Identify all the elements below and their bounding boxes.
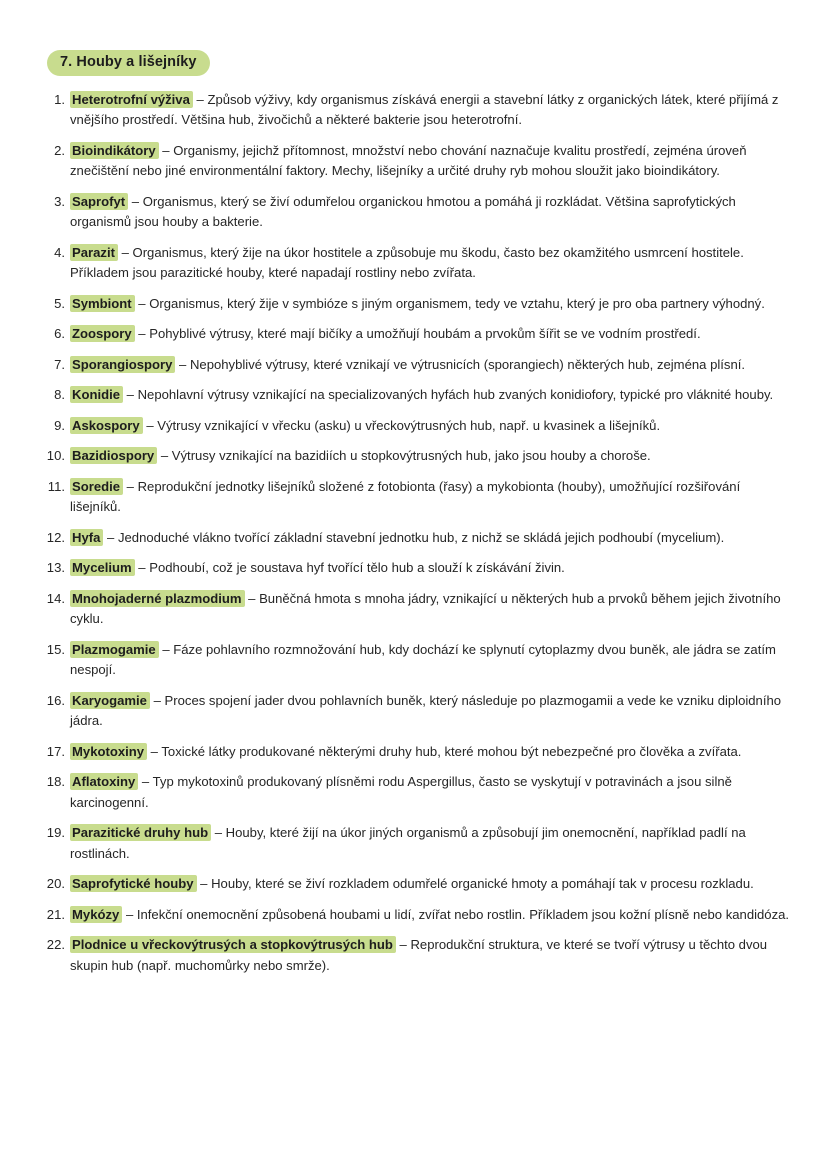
entry-definition: Buněčná hmota s mnoha jádry, vznikající u některých hub a prvoků během jejich životního cyklu.: [70, 590, 781, 627]
entry-number: 18.: [46, 774, 65, 790]
entry-body: [70, 691, 790, 732]
entry-definition: Organismus, který žije na úkor hostitele a způsobuje mu škodu, často bez okamžitého usmrcení hostitele. Příkladem jsou parazitické houby, které napadají rostliny nebo zvířata.: [70, 244, 744, 281]
entry-number: 6.: [54, 326, 65, 342]
entry-body: [70, 477, 790, 518]
entry-term: Aflatoxiny: [70, 773, 138, 790]
entry-number: 5.: [54, 295, 65, 311]
entry-separator: –: [122, 906, 137, 922]
entry-separator: –: [147, 743, 162, 759]
glossary-entry: [38, 477, 790, 518]
entry-term: Plodnice u vřeckovýtrusých a stopkovýtrusých hub: [70, 936, 396, 953]
entry-definition: Typ mykotoxinů produkovaný plísněmi rodu Aspergillus, často se vyskytují v potravinách a jsou silně karcinogenní.: [70, 774, 732, 810]
glossary-entry: [38, 935, 790, 976]
glossary-entry: [38, 385, 790, 406]
entry-body: [70, 742, 790, 763]
entry-number: 22.: [46, 937, 65, 953]
glossary-entry: [38, 141, 790, 182]
entry-definition: Podhoubí, což je soustava hyf tvořící tělo hub a slouží k získávání živin.: [149, 560, 565, 576]
entry-number: 17.: [46, 743, 65, 759]
glossary-entry: [38, 691, 790, 732]
glossary-entry: [38, 355, 790, 376]
entry-separator: –: [244, 590, 260, 606]
glossary-entry: [38, 324, 790, 345]
glossary-entry: [38, 823, 790, 864]
entry-term: Mnohojaderné plazmodium: [70, 590, 245, 607]
entry-body: [70, 589, 790, 630]
entry-number: 3.: [54, 193, 65, 209]
entry-definition: Infekční onemocnění způsobená houbami u lidí, zvířat nebo rostlin. Příkladem jsou kožní plísně nebo kandidóza.: [136, 906, 790, 922]
entry-separator: –: [123, 387, 138, 403]
entry-definition: Způsob výživy, kdy organismus získává energii a stavební látky z organických látek, které přijímá z vnějšího prostředí. Většina hub, živočichů a některé bakterie jsou heterotrofní.: [70, 91, 779, 128]
glossary-entry: [38, 90, 790, 131]
entry-separator: –: [196, 876, 212, 892]
entry-separator: –: [149, 692, 165, 708]
entry-separator: –: [157, 448, 172, 464]
entry-separator: –: [117, 244, 133, 260]
entry-definition: Toxické látky produkované některými druhy hub, které mohou být nebezpečné pro člověka a zvířata.: [161, 743, 742, 759]
entry-separator: –: [395, 937, 411, 953]
glossary-entry: [38, 243, 790, 284]
entry-term: Symbiont: [70, 295, 135, 312]
entry-definition: Proces spojení jader dvou pohlavních buněk, který následuje po plazmogamii a vede ke vzniku diploidního jádra.: [70, 692, 782, 729]
entry-term: Hyfa: [70, 529, 103, 546]
entry-definition: Pohyblivé výtrusy, které mají bičíky a umožňují houbám a prvokům šířit se ve vodním prostředí.: [149, 326, 701, 342]
glossary-entry: [38, 416, 790, 437]
entry-body: [70, 874, 790, 895]
entry-number: 2.: [54, 142, 65, 158]
glossary-entry: [38, 446, 790, 467]
entry-term: Saprofytické houby: [70, 875, 197, 892]
entry-term: Mykotoxiny: [70, 743, 147, 760]
entry-body: [70, 823, 790, 864]
glossary-entry: [38, 772, 790, 813]
entry-definition: Organismy, jejichž přítomnost, množství nebo chování naznačuje kvalitu prostředí, zejména úroveň znečištění nebo jiné environmentální faktory. Mechy, lišejníky a určité druhy ryb mohou sloužit jako bioindikátory.: [70, 142, 747, 179]
glossary-entry: [38, 294, 790, 315]
glossary-list: [38, 90, 790, 977]
glossary-entry: [38, 874, 790, 895]
entry-number: 11.: [47, 478, 65, 494]
entry-separator: –: [175, 356, 190, 372]
entry-definition: Houby, které žijí na úkor jiných organismů a způsobují jim onemocnění, například padlí na rostlinách.: [70, 825, 746, 861]
entry-term: Parazitické druhy hub: [70, 824, 211, 841]
entry-number: 4.: [54, 244, 65, 260]
entry-number: 12.: [46, 529, 65, 545]
entry-separator: –: [138, 774, 153, 790]
entry-body: [70, 90, 790, 131]
entry-number: 14.: [46, 590, 65, 606]
entry-number: 13.: [46, 560, 65, 576]
entry-body: [70, 324, 790, 345]
entry-body: [70, 772, 790, 813]
entry-definition: Houby, které se živí rozkladem odumřelé organické hmoty a pomáhají tak v procesu rozkladu.: [211, 876, 754, 892]
entry-separator: –: [158, 142, 174, 158]
glossary-entry: [38, 640, 790, 681]
glossary-entry: [38, 742, 790, 763]
entry-term: Mycelium: [70, 559, 135, 576]
entry-body: [70, 243, 790, 284]
entry-number: 19.: [46, 825, 65, 841]
entry-definition: Výtrusy vznikající v vřecku (asku) u vřeckovýtrusných hub, např. u kvasinek a lišejníků.: [157, 417, 661, 433]
entry-term: Bioindikátory: [70, 142, 159, 159]
entry-term: Soredie: [70, 478, 123, 495]
entry-body: [70, 355, 790, 376]
glossary-entry: [38, 905, 790, 926]
entry-body: [70, 192, 790, 233]
entry-term: Parazit: [70, 244, 118, 261]
entry-term: Sporangiospory: [70, 356, 175, 373]
entry-number: 21.: [46, 906, 65, 922]
entry-term: Konidie: [70, 386, 123, 403]
entry-body: [70, 141, 790, 182]
entry-body: [70, 385, 790, 406]
glossary-entry: [38, 589, 790, 630]
entry-separator: –: [134, 560, 150, 576]
entry-definition: Jednoduché vlákno tvořící základní stavební jednotku hub, z nichž se skládá jejich podhoubí (mycelium).: [117, 529, 725, 545]
entry-number: 9.: [54, 417, 65, 433]
entry-term: Askospory: [70, 417, 143, 434]
glossary-entry: [38, 558, 790, 579]
entry-definition: Reprodukční struktura, ve které se tvoří výtrusy u těchto dvou skupin hub (např. muchomůrky nebo smrže).: [70, 937, 768, 973]
entry-separator: –: [128, 193, 143, 209]
entry-separator: –: [123, 478, 138, 494]
entry-body: [70, 640, 790, 681]
entry-body: [70, 935, 790, 976]
entry-number: 15.: [46, 641, 65, 657]
entry-number: 1.: [54, 91, 65, 107]
entry-number: 10.: [46, 448, 65, 464]
entry-definition: Fáze pohlavního rozmnožování hub, kdy dochází ke splynutí cytoplazmy dvou buněk, ale jádra se zatím nespojí.: [70, 641, 776, 678]
entry-separator: –: [142, 417, 158, 433]
entry-term: Mykózy: [70, 906, 122, 923]
entry-body: [70, 446, 790, 467]
entry-term: Bazidiospory: [70, 447, 157, 464]
entry-body: [70, 294, 790, 315]
entry-separator: –: [134, 326, 150, 342]
entry-definition: Nepohlavní výtrusy vznikající na specializovaných hyfách hub zvaných konidiofory, typické pro vláknité houby.: [137, 387, 774, 403]
section-heading: [47, 50, 790, 76]
entry-separator: –: [158, 641, 174, 657]
entry-number: 20.: [46, 876, 65, 892]
entry-definition: Výtrusy vznikající na bazidiích u stopkovýtrusných hub, jako jsou houby a choroše.: [171, 448, 651, 464]
entry-definition: Organismus, který žije v symbióze s jiným organismem, tedy ve vztahu, který je pro oba partnery výhodný.: [149, 295, 765, 311]
glossary-entry: [38, 528, 790, 549]
entry-definition: Nepohyblivé výtrusy, které vznikají ve výtrusnicích (sporangiech) některých hub, zejména plísní.: [189, 356, 746, 372]
entry-definition: Reprodukční jednotky lišejníků složené z fotobionta (řasy) a mykobionta (houby), umožňující rozšiřování lišejníků.: [70, 478, 741, 515]
entry-term: Karyogamie: [70, 692, 150, 709]
entry-term: Saprofyt: [70, 193, 128, 210]
entry-body: [70, 416, 790, 437]
entry-number: 7.: [54, 356, 65, 372]
entry-separator: –: [103, 529, 118, 545]
entry-term: Heterotrofní výživa: [70, 91, 193, 108]
entry-term: Zoospory: [70, 325, 135, 342]
section-title: 7. Houby a lišejníky: [47, 50, 210, 76]
entry-separator: –: [192, 91, 208, 107]
entry-number: 16.: [46, 692, 65, 708]
entry-number: 8.: [54, 387, 65, 403]
glossary-entry: [38, 192, 790, 233]
entry-body: [70, 558, 790, 579]
entry-separator: –: [211, 825, 226, 841]
entry-term: Plazmogamie: [70, 641, 159, 658]
entry-body: [70, 905, 790, 926]
entry-separator: –: [134, 295, 150, 311]
entry-definition: Organismus, který se živí odumřelou organickou hmotou a pomáhá ji rozkládat. Většina saprofytických organismů jsou houby a bakterie.: [70, 193, 736, 230]
entry-body: [70, 528, 790, 549]
